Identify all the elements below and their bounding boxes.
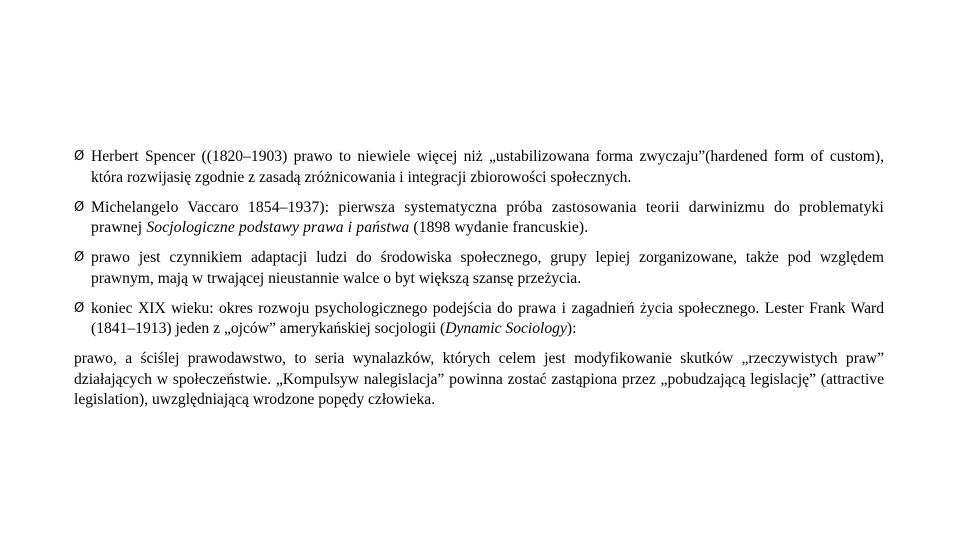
bullet-text: koniec XIX wieku: okres rozwoju psychologicznego podejścia do prawa i zagadnień życia społecznego. Lester Frank Ward (1841–1913) jeden z „ojców” amerykańskiej socjologii (Dynamic Sociology): (91, 299, 884, 337)
book-title: Socjologiczne podstawy prawa i państwa (146, 219, 410, 236)
arrow-bullet-icon: Ø (74, 199, 85, 215)
paragraph-legislation: prawo, a ściślej prawodawstwo, to seria wynalazków, których celem jest modyfikowanie skutków „rzeczywistych praw” działających w społeczeństwie. „Kompulsyw nalegislacja” powinna zostać zastąpiona przez „pobudzającą legislację” (attractive legislation), uwzględniającą wrodzone popędy człowieka. (74, 350, 884, 408)
arrow-bullet-icon: Ø (74, 300, 85, 316)
bullet-vaccaro (74, 198, 884, 239)
bullet-text: prawo jest czynnikiem adaptacji ludzi do środowiska społecznego, grupy lepiej zorganizowane, także pod względem prawnym, mają w trwającej nieustannie walce o byt większą szansę przeżycia. (91, 249, 884, 287)
bullet-adaptation (74, 248, 884, 289)
arrow-bullet-icon: Ø (74, 149, 85, 164)
bullet-ward (74, 299, 884, 340)
slide-content (74, 147, 884, 411)
bullet-text: Michelangelo Vaccaro 1854–1937): pierwsza systematyczna próba zastosowania teorii darwinizmu do problematyki prawnej Socjologiczne podstawy prawa i państwa (1898 wydanie francuskie). (91, 198, 884, 236)
bullet-text: Herbert Spencer ((1820–1903) prawo to niewiele więcej niż „ustabilizowana forma zwyczaju”(hardened form of custom), która rozwijasię zgodnie z zasadą zróżnicowania i integracji zbiorowości społecznych. (91, 148, 884, 186)
book-title: Dynamic Sociology (445, 320, 567, 337)
bullet-spencer (74, 147, 884, 188)
arrow-bullet-icon: Ø (74, 250, 85, 265)
